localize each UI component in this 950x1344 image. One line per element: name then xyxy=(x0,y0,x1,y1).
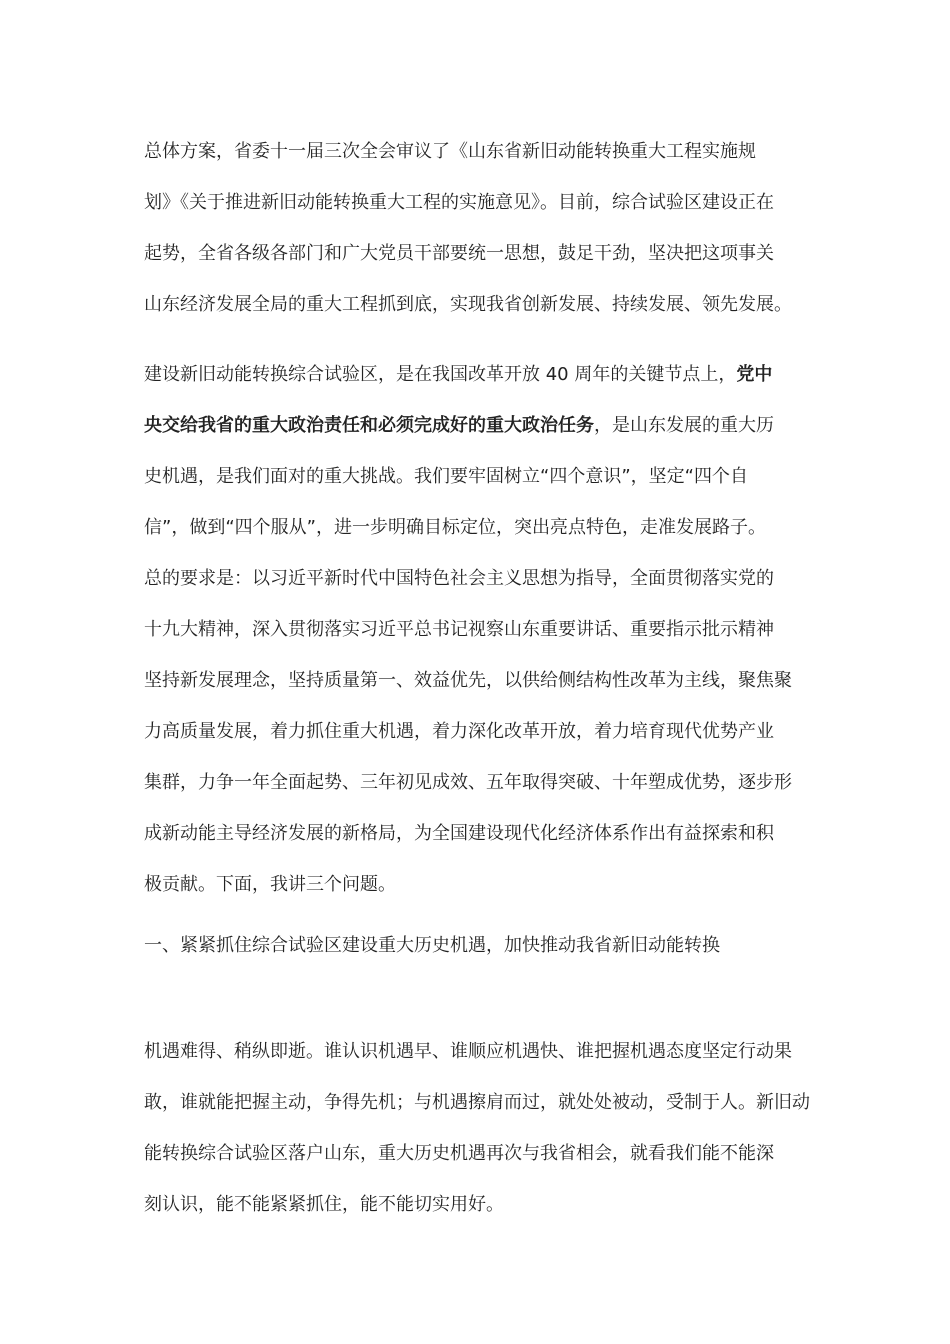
paragraph-line: 总体方案，省委十一届三次全会审议了《山东省新旧动能转换重大工程实施规 xyxy=(144,141,756,162)
paragraph-line: 总的要求是：以习近平新时代中国特色社会主义思想为指导，全面贯彻落实党的 xyxy=(144,568,774,589)
paragraph-2 xyxy=(144,349,812,910)
bold-emphasis-text: 党中 xyxy=(736,364,773,385)
paragraph-line: 划》《关于推进新旧动能转换重大工程的实施意见》。目前，综合试验区建设正在 xyxy=(144,192,774,213)
paragraph-line: 力高质量发展，着力抓住重大机遇，着力深化改革开放，着力培育现代优势产业 xyxy=(144,721,774,742)
section-heading xyxy=(144,920,812,971)
paragraph-line: 集群，力争一年全面起势、三年初见成效、五年取得突破、十年塑成优势，逐步形 xyxy=(144,772,792,793)
paragraph-line: 坚持新发展理念，坚持质量第一、效益优先，以供给侧结构性改革为主线，聚焦聚 xyxy=(144,670,792,691)
paragraph-line: 刻认识，能不能紧紧抓住，能不能切实用好。 xyxy=(144,1194,504,1215)
paragraph-line: 起势，全省各级各部门和广大党员干部要统一思想，鼓足干劲，坚决把这项事关 xyxy=(144,243,774,264)
paragraph-3 xyxy=(144,1026,812,1230)
paragraph-line: 十九大精神，深入贯彻落实习近平总书记视察山东重要讲话、重要指示批示精神 xyxy=(144,619,774,640)
paragraph-line: 极贡献。下面，我讲三个问题。 xyxy=(144,874,396,895)
paragraph-line: 山东经济发展全局的重大工程抓到底，实现我省创新发展、持续发展、领先发展。 xyxy=(144,294,792,315)
paragraph-line: 信”，做到“四个服从”，进一步明确目标定位，突出亮点特色，走准发展路子。 xyxy=(144,517,766,538)
regular-text: ，是山东发展的重大历 xyxy=(594,415,774,436)
paragraph-line: 史机遇，是我们面对的重大挑战。我们要牢固树立“四个意识”，坚定“四个自 xyxy=(144,466,748,487)
paragraph-line: 能转换综合试验区落户山东，重大历史机遇再次与我省相会，就看我们能不能深 xyxy=(144,1143,774,1164)
section-heading-text: 一、紧紧抓住综合试验区建设重大历史机遇，加快推动我省新旧动能转换 xyxy=(144,935,720,956)
paragraph-line: 成新动能主导经济发展的新格局，为全国建设现代化经济体系作出有益探索和积 xyxy=(144,823,774,844)
regular-text: 建设新旧动能转换综合试验区，是在我国改革开放 40 周年的关键节点上， xyxy=(144,364,737,385)
paragraph-line xyxy=(144,400,812,451)
paragraph-line: 机遇难得、稍纵即逝。谁认识机遇早、谁顺应机遇快、谁把握机遇态度坚定行动果 xyxy=(144,1041,792,1062)
bold-emphasis-text: 央交给我省的重大政治责任和必须完成好的重大政治任务 xyxy=(144,415,594,436)
paragraph-line xyxy=(144,349,812,400)
paragraph-1 xyxy=(144,126,812,330)
paragraph-line: 敢，谁就能把握主动，争得先机；与机遇擦肩而过，就处处被动，受制于人。新旧动 xyxy=(144,1092,810,1113)
